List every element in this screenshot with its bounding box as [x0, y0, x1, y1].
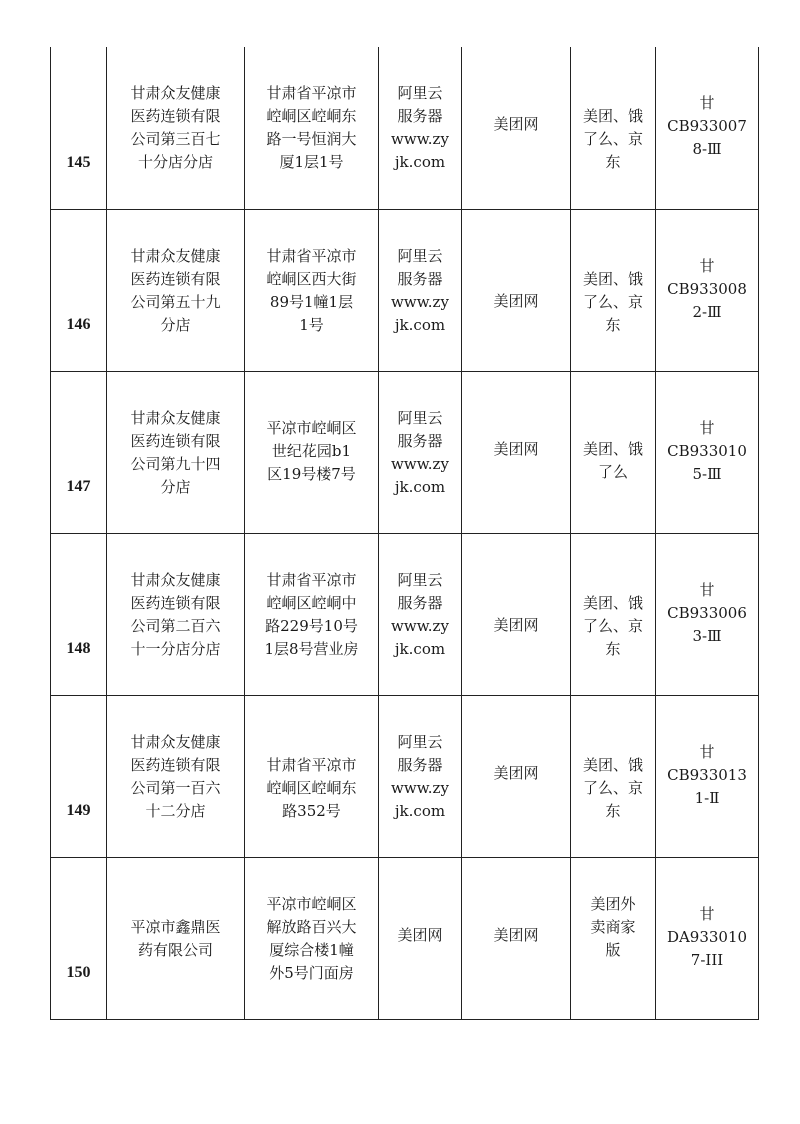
license-number: 甘 CB933008 2-Ⅲ [656, 209, 759, 371]
platform: 美团网 [462, 857, 571, 1019]
platform: 美团网 [462, 533, 571, 695]
row-number: 146 [51, 209, 107, 371]
server-info: 阿里云 服务器 www.zy jk.com [379, 371, 462, 533]
company-name: 甘肃众友健康 医药连锁有限 公司第一百六 十二分店 [107, 695, 245, 857]
server-info: 美团网 [379, 857, 462, 1019]
license-number: 甘 CB933007 8-Ⅲ [656, 47, 759, 209]
platform: 美团网 [462, 47, 571, 209]
platform: 美团网 [462, 371, 571, 533]
address: 平凉市崆峒区 解放路百兴大 厦综合楼1幢 外5号门面房 [245, 857, 379, 1019]
table-row [51, 47, 759, 209]
table-row [51, 533, 759, 695]
server-info: 阿里云 服务器 www.zy jk.com [379, 209, 462, 371]
table-row [51, 209, 759, 371]
third-party-platforms: 美团、饿 了么 [571, 371, 656, 533]
company-name: 甘肃众友健康 医药连锁有限 公司第九十四 分店 [107, 371, 245, 533]
license-number: 甘 CB933013 1-Ⅱ [656, 695, 759, 857]
server-info: 阿里云 服务器 www.zy jk.com [379, 47, 462, 209]
row-number: 147 [51, 371, 107, 533]
company-name: 甘肃众友健康 医药连锁有限 公司第二百六 十一分店分店 [107, 533, 245, 695]
third-party-platforms: 美团外 卖商家 版 [571, 857, 656, 1019]
address: 甘肃省平凉市 崆峒区崆峒中 路229号10号 1层8号营业房 [245, 533, 379, 695]
platform: 美团网 [462, 209, 571, 371]
platform: 美团网 [462, 695, 571, 857]
row-number: 149 [51, 695, 107, 857]
pharmacy-license-table [50, 47, 759, 1020]
pharmacy-table-container [50, 47, 758, 1020]
license-number: 甘 CB933010 5-Ⅲ [656, 371, 759, 533]
address: 甘肃省平凉市 崆峒区崆峒东 路一号恒润大 厦1层1号 [245, 47, 379, 209]
company-name: 甘肃众友健康 医药连锁有限 公司第三百七 十分店分店 [107, 47, 245, 209]
row-number: 148 [51, 533, 107, 695]
table-row [51, 371, 759, 533]
company-name: 甘肃众友健康 医药连锁有限 公司第五十九 分店 [107, 209, 245, 371]
company-name: 平凉市鑫鼎医 药有限公司 [107, 857, 245, 1019]
address: 平凉市崆峒区 世纪花园b1 区19号楼7号 [245, 371, 379, 533]
server-info: 阿里云 服务器 www.zy jk.com [379, 533, 462, 695]
table-row [51, 857, 759, 1019]
row-number: 145 [51, 47, 107, 209]
row-number: 150 [51, 857, 107, 1019]
third-party-platforms: 美团、饿 了么、京 东 [571, 209, 656, 371]
license-number: 甘 DA933010 7-III [656, 857, 759, 1019]
address: 甘肃省平凉市 崆峒区崆峒东 路352号 [245, 695, 379, 857]
third-party-platforms: 美团、饿 了么、京 东 [571, 533, 656, 695]
server-info: 阿里云 服务器 www.zy jk.com [379, 695, 462, 857]
address: 甘肃省平凉市 崆峒区西大街 89号1幢1层 1号 [245, 209, 379, 371]
third-party-platforms: 美团、饿 了么、京 东 [571, 695, 656, 857]
license-number: 甘 CB933006 3-Ⅲ [656, 533, 759, 695]
table-row [51, 695, 759, 857]
third-party-platforms: 美团、饿 了么、京 东 [571, 47, 656, 209]
